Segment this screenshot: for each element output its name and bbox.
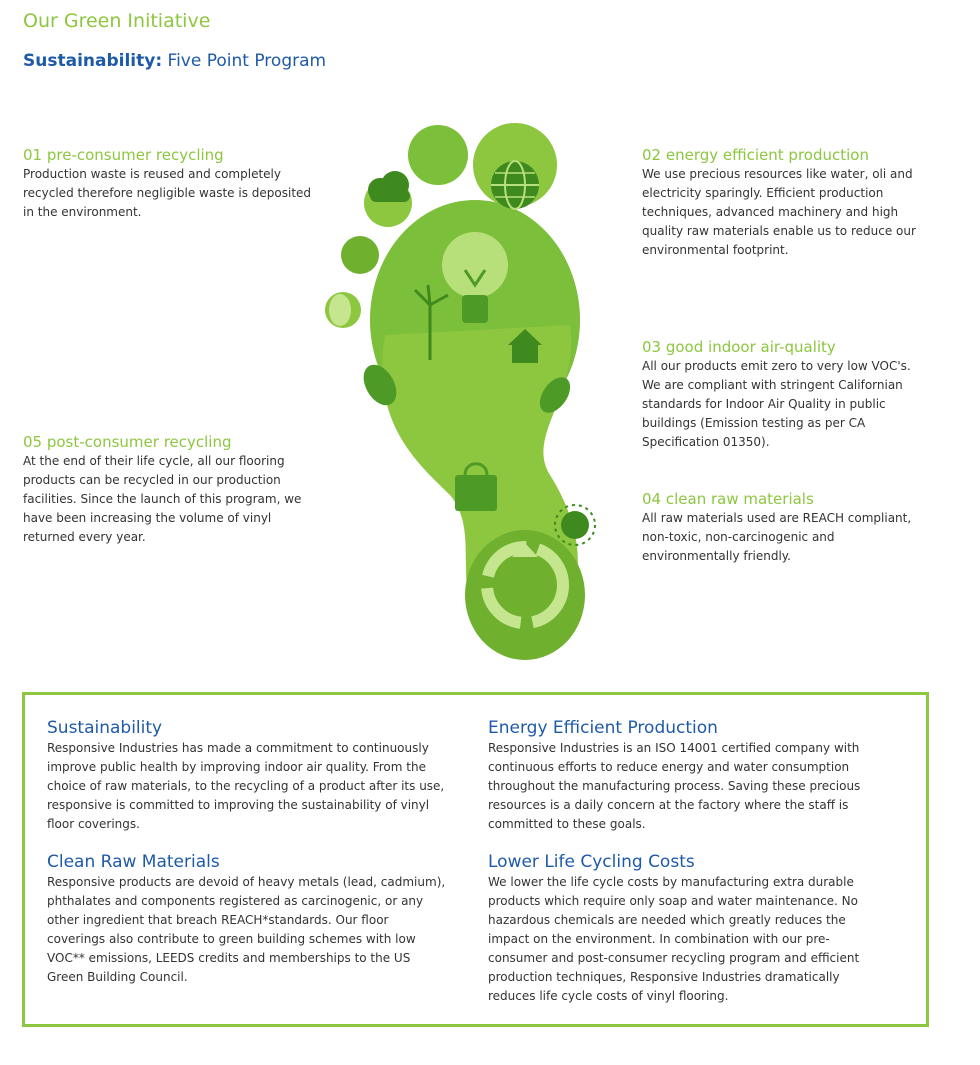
point-text: We use precious resources like water, oli and electricity sparingly. Efficient production techniques, advanced machinery and high quality raw materials enable us to reduce our environmental footprint.	[642, 167, 916, 257]
info-title: Sustainability	[47, 718, 163, 738]
program-heading-suffix: Five Point Program	[162, 51, 327, 71]
point-text: At the end of their life cycle, all our flooring products can be recycled in our production facilities. Since the launch of this program, we have been increasing the volume of vinyl returned every year.	[23, 454, 302, 544]
point-title: 02 energy efficient production	[642, 146, 869, 164]
program-heading	[23, 51, 326, 71]
point-text: Production waste is reused and completely recycled therefore negligible waste is deposited in the environment.	[23, 167, 312, 219]
point-pre-consumer-recycling	[23, 146, 313, 222]
info-title: Lower Life Cycling Costs	[488, 852, 695, 872]
page-title: Our Green Initiative	[23, 10, 211, 32]
program-heading-separator: :	[155, 51, 163, 71]
point-post-consumer-recycling	[23, 433, 313, 547]
point-energy-efficient-production	[642, 146, 932, 260]
info-box	[22, 692, 929, 1027]
point-title: 05 post-consumer recycling	[23, 433, 232, 451]
info-text: Responsive products are devoid of heavy metals (lead, cadmium), phthalates and components registered as carcinogenic, or any other ingredient that breach REACH*standards. Our floor coverings also contribute to green building schemes with low VOC** emissions, LEEDS credits and memberships to the US Green Building Council.	[47, 875, 446, 984]
point-text: All our products emit zero to very low VOC's. We are compliant with stringent Californian standards for Indoor Air Quality in public buildings (Emission testing as per CA Specification 01350).	[642, 359, 911, 449]
info-title: Energy Efficient Production	[488, 718, 718, 738]
info-energy-efficient-production	[488, 717, 888, 834]
cloud-icon	[368, 171, 410, 202]
point-text: All raw materials used are REACH compliant, non-toxic, non-carcinogenic and environmentally friendly.	[642, 511, 912, 563]
point-title: 03 good indoor air-quality	[642, 338, 836, 356]
point-clean-raw-materials	[642, 490, 932, 566]
point-indoor-air-quality	[642, 338, 922, 452]
info-title: Clean Raw Materials	[47, 852, 220, 872]
program-heading-prefix: Sustainability	[23, 51, 156, 71]
globe-icon	[491, 161, 539, 209]
eco-footprint-icon	[310, 95, 620, 670]
info-text: Responsive Industries has made a commitment to continuously improve public health by improving indoor air quality. From the choice of raw materials, to the recycling of a product after its use, responsive is committed to improving the sustainability of vinyl floor coverings.	[47, 741, 445, 831]
info-sustainability	[47, 717, 447, 834]
info-text: We lower the life cycle costs by manufacturing extra durable products which require only soap and water maintenance. No hazardous chemicals are needed which greatly reduces the impact on the environment. In combination with our pre-consumer and post-consumer recycling program and efficient production techniques, Responsive Industries dramatically reduces life cycle costs of vinyl flooring.	[488, 875, 860, 1003]
info-text: Responsive Industries is an ISO 14001 certified company with continuous efforts to reduce energy and water consumption throughout the manufacturing process. Saving these precious resources is a daily concern at the factory where the staff is committed to these goals.	[488, 741, 861, 831]
point-title: 01 pre-consumer recycling	[23, 146, 224, 164]
info-clean-raw-materials	[47, 851, 447, 987]
point-title: 04 clean raw materials	[642, 490, 814, 508]
info-lower-life-cycling-costs	[488, 851, 888, 1006]
